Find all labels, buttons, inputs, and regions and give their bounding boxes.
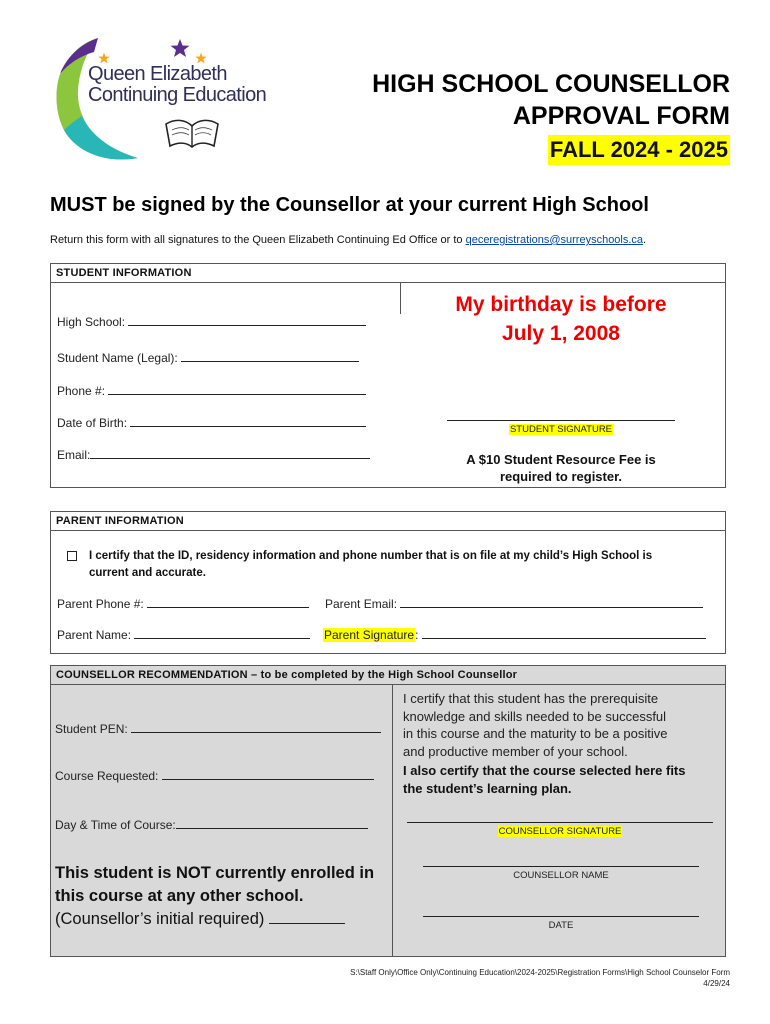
birthday-notice [411, 290, 711, 348]
form-title-line-1: HIGH SCHOOL COUNSELLOR [372, 70, 730, 98]
student-signature-label: STUDENT SIGNATURE [509, 424, 613, 435]
counsellor-certify-line-3: in this course and the maturity to be a positive [403, 726, 668, 741]
day-time-line[interactable] [176, 817, 368, 829]
parent-signature-label: Parent Signature [324, 628, 415, 642]
fee-line-1: A $10 Student Resource Fee is [466, 452, 656, 467]
birthday-line-1: My birthday is before [455, 293, 667, 316]
counsellor-signature-line[interactable] [407, 822, 713, 823]
birthday-line-2: July 1, 2008 [502, 322, 620, 345]
parent-certify-line-2: current and accurate. [89, 567, 206, 579]
counsellor-name-line[interactable] [423, 866, 699, 867]
parent-name-label: Parent Name: [57, 628, 132, 642]
high-school-label: High School: [57, 315, 126, 329]
parent-phone-line[interactable] [147, 596, 309, 608]
counsellor-certification [403, 690, 719, 760]
parent-name-line[interactable] [134, 627, 310, 639]
student-name-field[interactable] [57, 350, 359, 365]
course-requested-line[interactable] [162, 768, 374, 780]
file-path: S:\Staff Only\Office Only\Continuing Education\2024-2025\Registration Forms\High School Counselor Form [350, 968, 730, 977]
counsellor-name-label: COUNSELLOR NAME [513, 870, 609, 881]
star-icon [170, 38, 190, 58]
parent-name-field[interactable] [57, 627, 310, 642]
resource-fee-notice [431, 451, 691, 485]
student-signature-line[interactable] [447, 420, 675, 421]
return-text: Return this form with all signatures to the Queen Elizabeth Continuing Ed Office or to [50, 234, 466, 246]
parent-email-label: Parent Email: [325, 597, 398, 611]
student-information-section [50, 263, 726, 488]
dob-label: Date of Birth: [57, 416, 128, 430]
revision-date: 4/29/24 [703, 979, 730, 988]
section-divider [400, 283, 401, 314]
parent-email-field[interactable] [325, 596, 703, 611]
parent-certify-line-1: I certify that the ID, residency information and phone number that is on file at my child’s High School is [89, 550, 653, 562]
phone-field[interactable] [57, 383, 366, 398]
not-enrolled-line-1: This student is NOT currently enrolled in [55, 864, 375, 882]
counsellor-certify-line-2: knowledge and skills needed to be successful [403, 708, 667, 724]
day-time-field[interactable] [55, 817, 368, 832]
parent-phone-label: Parent Phone #: [57, 597, 144, 611]
high-school-line[interactable] [128, 314, 366, 326]
logo-line-2: Continuing Education [88, 84, 267, 106]
return-instructions [50, 234, 646, 246]
student-name-label: Student Name (Legal): [57, 351, 178, 365]
logo-wordmark [88, 64, 266, 106]
parent-information-section [50, 511, 726, 654]
parent-signature-line[interactable] [422, 627, 706, 639]
counsellor-certify-line-4: and productive member of your school. [403, 743, 628, 759]
parent-signature-field[interactable]: Parent Signature: [323, 627, 706, 642]
not-enrolled-statement [55, 862, 395, 908]
counsellor-initial-line[interactable] [269, 908, 345, 924]
counsellor-recommendation-section [50, 665, 726, 957]
counsellor-certify-line-1: I certify that this student has the prerequisite [403, 691, 659, 706]
document-footer [350, 967, 730, 989]
book-icon [162, 112, 222, 152]
certify-checkbox[interactable] [67, 551, 77, 561]
parent-section-heading: PARENT INFORMATION [51, 512, 725, 531]
course-requested-field[interactable] [55, 768, 374, 783]
section-divider [392, 685, 393, 956]
parent-email-line[interactable] [400, 596, 703, 608]
phone-line[interactable] [108, 383, 366, 395]
student-pen-field[interactable] [55, 721, 381, 736]
student-section-heading: STUDENT INFORMATION [51, 264, 725, 283]
counsellor-signature-label-wrap [407, 826, 713, 837]
email-label: Email: [57, 448, 91, 462]
return-end: . [643, 234, 647, 246]
high-school-field[interactable] [57, 314, 366, 329]
learning-plan-certification [403, 762, 719, 797]
counsellor-initial-field[interactable] [55, 908, 345, 929]
counsellor-initial-label: (Counsellor’s initial required) [55, 910, 265, 928]
dob-line[interactable] [130, 415, 366, 427]
parent-certification [67, 548, 717, 582]
student-signature-label-wrap [447, 424, 675, 435]
must-sign-notice: MUST be signed by the Counsellor at your current High School [50, 194, 649, 216]
date-line[interactable] [423, 916, 699, 917]
logo [50, 34, 290, 164]
course-requested-label: Course Requested: [55, 769, 159, 783]
registration-email-link[interactable]: qeceregistrations@surreyschools.ca [465, 234, 644, 246]
counsellor-section-heading: COUNSELLOR RECOMMENDATION – to be completed by the High School Counsellor [51, 666, 725, 685]
date-label: DATE [548, 920, 574, 931]
student-name-line[interactable] [181, 350, 359, 362]
term-badge: FALL 2024 - 2025 [548, 135, 730, 165]
form-title-line-2: APPROVAL FORM [512, 102, 730, 130]
email-field[interactable] [57, 447, 370, 462]
learning-plan-line-2: the student’s learning plan. [403, 780, 572, 796]
counsellor-signature-label: COUNSELLOR SIGNATURE [498, 826, 622, 837]
parent-phone-field[interactable] [57, 596, 309, 611]
day-time-label: Day & Time of Course: [55, 818, 176, 832]
not-enrolled-line-2: this course at any other school. [55, 887, 304, 905]
learning-plan-line-1: I also certify that the course selected here fits [403, 763, 686, 778]
student-pen-label: Student PEN: [55, 722, 128, 736]
logo-line-1: Queen Elizabeth [88, 63, 227, 85]
fee-line-2: required to register. [499, 469, 623, 484]
phone-label: Phone #: [57, 384, 106, 398]
form-title [372, 68, 730, 132]
email-line[interactable] [90, 447, 370, 459]
dob-field[interactable] [57, 415, 366, 430]
student-pen-line[interactable] [131, 721, 381, 733]
